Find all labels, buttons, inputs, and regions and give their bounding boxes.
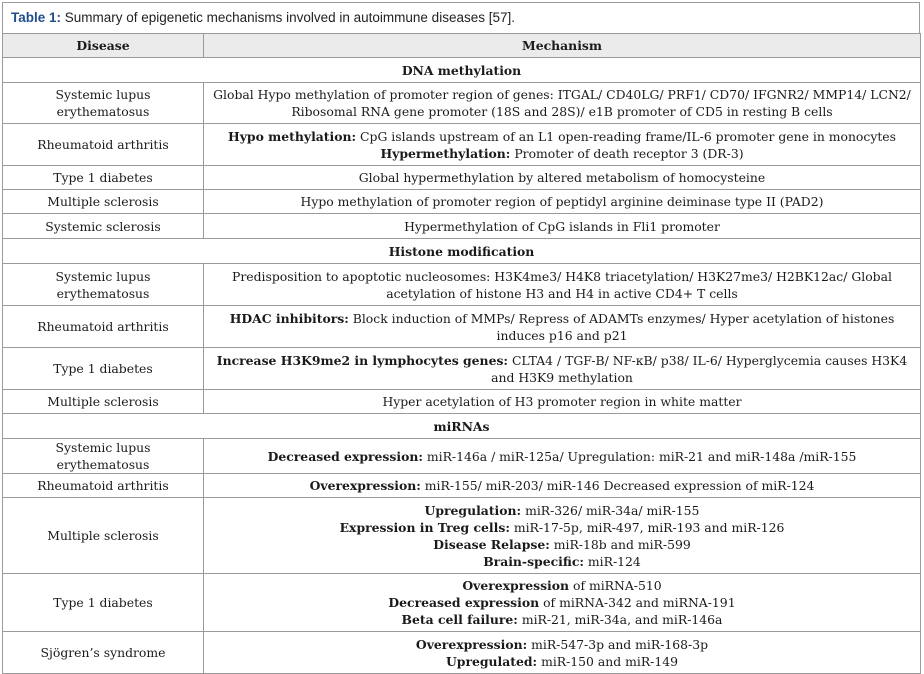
mechanism-label: Overexpression xyxy=(462,578,570,593)
disease-cell: Multiple sclerosis xyxy=(3,498,204,574)
table-caption xyxy=(2,2,920,33)
table-row xyxy=(3,190,921,214)
disease-cell: Rheumatoid arthritis xyxy=(3,124,204,166)
mechanism-cell xyxy=(204,264,921,306)
mechanism-cell xyxy=(204,498,921,574)
section-title: miRNAs xyxy=(3,414,921,439)
mechanism-line xyxy=(210,636,914,653)
table-row xyxy=(3,214,921,239)
disease-cell: Rheumatoid arthritis xyxy=(3,306,204,348)
mechanism-line xyxy=(210,128,914,145)
table-row xyxy=(3,348,921,390)
mechanism-line xyxy=(210,448,914,465)
mechanism-label: Upregulation: xyxy=(424,502,522,518)
mechanism-cell xyxy=(204,574,921,632)
mechanism-label: Decreased expression xyxy=(388,595,540,610)
table-figure xyxy=(2,2,920,674)
disease-cell: Sjögren’s syndrome xyxy=(3,632,204,674)
mechanism-line xyxy=(210,169,914,186)
disease-cell: Multiple sclerosis xyxy=(3,190,204,214)
section-row xyxy=(3,414,921,439)
section-title: Histone modification xyxy=(3,239,921,264)
mechanism-label: HDAC inhibitors: xyxy=(229,310,349,326)
table-row xyxy=(3,390,921,414)
mechanism-cell xyxy=(204,124,921,166)
mechanism-text: miR-124 xyxy=(583,553,641,569)
mechanism-text: of miRNA-510 xyxy=(569,578,662,593)
mechanism-text: of miRNA-342 and miRNA-191 xyxy=(539,595,736,610)
mechanism-text: Global hypermethylation by altered metabolism of homocysteine xyxy=(358,170,766,185)
mechanism-label: Hypermethylation: xyxy=(380,145,511,161)
mechanism-text: miR-21, miR-34a, and miR-146a xyxy=(517,612,723,627)
mechanism-line xyxy=(210,502,914,519)
section-title: DNA methylation xyxy=(3,58,921,83)
table-row xyxy=(3,166,921,190)
mechanism-text: miR-18b and miR-599 xyxy=(549,536,691,552)
disease-cell: Systemic lupus erythematosus xyxy=(3,439,204,474)
mechanism-label: Expression in Treg cells: xyxy=(339,519,510,535)
mechanism-line xyxy=(210,310,914,344)
disease-cell: Systemic lupus erythematosus xyxy=(3,83,204,124)
caption-text: Summary of epigenetic mechanisms involved in autoimmune diseases [57]. xyxy=(61,10,515,25)
mechanism-line xyxy=(210,218,914,235)
mechanism-line xyxy=(210,553,914,570)
table-row xyxy=(3,306,921,348)
mechanism-text: Hypo methylation of promoter region of peptidyl arginine deiminase type II (PAD2) xyxy=(300,194,824,209)
mechanism-cell xyxy=(204,390,921,414)
table-row xyxy=(3,498,921,574)
disease-cell: Type 1 diabetes xyxy=(3,166,204,190)
mechanism-label: Brain-specific: xyxy=(483,553,584,569)
mechanism-text: Predisposition to apoptotic nucleosomes: H3K4me3/ H4K8 triacetylation/ H3K27me3/ H2BK12ac/ Global acetylation of histone H3 and H4 in active CD4+ T cells xyxy=(232,268,892,301)
mechanism-cell xyxy=(204,306,921,348)
mechanism-label: Upregulated: xyxy=(445,653,538,669)
mechanism-line xyxy=(210,519,914,536)
mechanism-label: Increase H3K9me2 in lymphocytes genes: xyxy=(216,352,509,368)
mechanism-line xyxy=(210,577,914,594)
mechanism-line xyxy=(210,611,914,628)
mechanism-text: miR-547-3p and miR-168-3p xyxy=(527,636,709,652)
mechanism-line xyxy=(210,393,914,410)
mechanism-text: CpG islands upstream of an L1 open-reading frame/IL-6 promoter gene in monocytes xyxy=(356,128,896,144)
mechanism-cell xyxy=(204,632,921,674)
table-row xyxy=(3,574,921,632)
disease-cell: Rheumatoid arthritis xyxy=(3,474,204,498)
caption-label: Table 1: xyxy=(11,10,62,25)
disease-cell: Systemic sclerosis xyxy=(3,214,204,239)
mechanism-line xyxy=(210,193,914,210)
mechanism-text: Hyper acetylation of H3 promoter region in white matter xyxy=(382,394,742,409)
mechanism-cell xyxy=(204,474,921,498)
mechanism-line xyxy=(210,594,914,611)
mechanism-line xyxy=(210,86,914,120)
mechanism-text: Promoter of death receptor 3 (DR-3) xyxy=(510,145,744,161)
mechanism-cell xyxy=(204,190,921,214)
header-disease: Disease xyxy=(3,34,204,58)
mechanism-cell xyxy=(204,214,921,239)
table-row xyxy=(3,83,921,124)
mechanism-cell xyxy=(204,348,921,390)
mechanism-label: Hypo methylation: xyxy=(228,128,357,144)
mechanism-cell xyxy=(204,166,921,190)
mechanism-label: Beta cell failure: xyxy=(401,612,518,627)
mechanism-text: Hypermethylation of CpG islands in Fli1 promoter xyxy=(404,218,720,234)
mechanism-cell xyxy=(204,439,921,474)
disease-cell: Type 1 diabetes xyxy=(3,348,204,390)
epigenetics-table xyxy=(2,33,921,674)
header-row xyxy=(3,34,921,58)
mechanism-line xyxy=(210,352,914,386)
mechanism-label: Disease Relapse: xyxy=(433,536,550,552)
mechanism-line xyxy=(210,145,914,162)
section-row xyxy=(3,58,921,83)
mechanism-label: Decreased expression: xyxy=(267,448,423,464)
disease-cell: Systemic lupus erythematosus xyxy=(3,264,204,306)
mechanism-line xyxy=(210,477,914,494)
mechanism-text: Global Hypo methylation of promoter region of genes: ITGAL/ CD40LG/ PRF1/ CD70/ IFGNR2/ MMP14/ LCN2/ Ribosomal RNA gene promoter (18S and 28S)/ e1B promoter of CD5 in resting B cells xyxy=(213,87,911,119)
mechanism-text: miR-17-5p, miR-497, miR-193 and miR-126 xyxy=(509,519,785,535)
table-row xyxy=(3,124,921,166)
mechanism-cell xyxy=(204,83,921,124)
header-mechanism: Mechanism xyxy=(204,34,921,58)
section-row xyxy=(3,239,921,264)
mechanism-text: Block induction of MMPs/ Repress of ADAMTs enzymes/ Hyper acetylation of histones induces p16 and p21 xyxy=(348,310,895,343)
mechanism-text: miR-146a / miR-125a/ Upregulation: miR-21 and miR-148a /miR-155 xyxy=(422,448,857,464)
mechanism-text: miR-326/ miR-34a/ miR-155 xyxy=(521,502,700,518)
table-body xyxy=(3,58,921,674)
mechanism-text: miR-150 and miR-149 xyxy=(537,653,678,669)
mechanism-line xyxy=(210,536,914,553)
table-row xyxy=(3,264,921,306)
disease-cell: Multiple sclerosis xyxy=(3,390,204,414)
table-row xyxy=(3,439,921,474)
disease-cell: Type 1 diabetes xyxy=(3,574,204,632)
mechanism-text: miR-155/ miR-203/ miR-146 Decreased expression of miR-124 xyxy=(420,478,815,493)
mechanism-label: Overexpression: xyxy=(415,636,528,652)
mechanism-text: CLTA4 / TGF-B/ NF-κB/ p38/ IL-6/ Hyperglycemia causes H3K4 and H3K9 methylation xyxy=(491,352,908,385)
mechanism-line xyxy=(210,268,914,302)
table-row xyxy=(3,632,921,674)
table-row xyxy=(3,474,921,498)
mechanism-label: Overexpression: xyxy=(309,478,421,493)
